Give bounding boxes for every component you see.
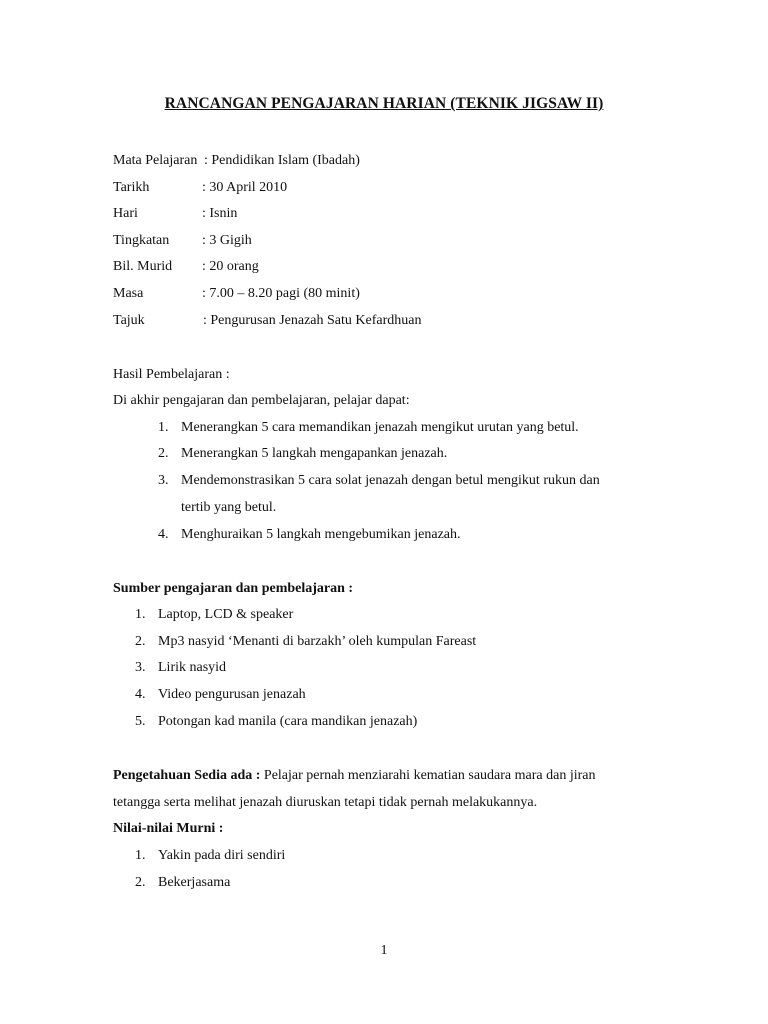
info-label: Tarikh xyxy=(113,180,150,195)
info-label: Tingkatan xyxy=(113,233,170,248)
list-number: 2. xyxy=(135,875,146,890)
list-text: Potongan kad manila (cara mandikan jenazah) xyxy=(158,714,418,729)
info-label: Masa xyxy=(113,286,144,301)
info-value: : 30 April 2010 xyxy=(202,180,288,195)
info-label: Mata Pelajaran xyxy=(113,153,198,168)
list-text-continued: tertib yang betul. xyxy=(181,500,277,515)
info-value: : Pendidikan Islam (Ibadah) xyxy=(204,153,360,168)
info-row-day xyxy=(113,204,238,224)
info-label: Tajuk xyxy=(113,313,145,328)
list-text: Yakin pada diri sendiri xyxy=(158,848,286,863)
list-text: Video pengurusan jenazah xyxy=(158,687,306,702)
list-text: Mendemonstrasikan 5 cara solat jenazah dengan betul mengikut rukun dan xyxy=(181,473,600,488)
prior-knowledge-paragraph xyxy=(113,766,595,786)
info-row-topic xyxy=(113,311,422,331)
list-text: Lirik nasyid xyxy=(158,660,227,675)
list-number: 3. xyxy=(135,660,146,675)
resources-heading: Sumber pengajaran dan pembelajaran : xyxy=(113,581,354,596)
list-number: 4. xyxy=(158,527,169,542)
prior-knowledge-text: Pelajar pernah menziarahi kematian saudara mara dan jiran xyxy=(260,768,596,783)
list-number: 3. xyxy=(158,473,169,488)
list-text: Mp3 nasyid ‘Menanti di barzakh’ oleh kumpulan Fareast xyxy=(158,634,477,649)
learning-outcomes-intro: Di akhir pengajaran dan pembelajaran, pelajar dapat: xyxy=(113,393,410,408)
info-label: Hari xyxy=(113,206,138,221)
values-heading: Nilai-nilai Murni : xyxy=(113,821,224,836)
learning-outcomes-heading: Hasil Pembelajaran : xyxy=(113,367,230,382)
list-number: 1. xyxy=(135,848,146,863)
info-value: : 3 Gigih xyxy=(202,233,252,248)
list-text: Menghuraikan 5 langkah mengebumikan jenazah. xyxy=(181,527,461,542)
info-value: : Isnin xyxy=(202,206,238,221)
info-value: : Pengurusan Jenazah Satu Kefardhuan xyxy=(203,313,422,328)
info-row-subject xyxy=(113,151,360,171)
list-text: Menerangkan 5 cara memandikan jenazah mengikut urutan yang betul. xyxy=(181,420,579,435)
info-row-date xyxy=(113,178,288,198)
info-value: : 20 orang xyxy=(202,259,259,274)
info-row-time xyxy=(113,284,360,304)
list-number: 5. xyxy=(135,714,146,729)
info-label: Bil. Murid xyxy=(113,259,173,274)
info-value: : 7.00 – 8.20 pagi (80 minit) xyxy=(202,286,360,301)
list-text: Menerangkan 5 langkah mengapankan jenazah. xyxy=(181,446,448,461)
list-number: 1. xyxy=(158,420,169,435)
list-text: Laptop, LCD & speaker xyxy=(158,607,294,622)
list-number: 2. xyxy=(135,634,146,649)
info-row-student-count xyxy=(113,257,259,277)
document-title: RANCANGAN PENGAJARAN HARIAN (TEKNIK JIGSAW II) xyxy=(164,95,604,112)
info-row-form xyxy=(113,231,252,251)
list-number: 4. xyxy=(135,687,146,702)
list-number: 2. xyxy=(158,446,169,461)
list-number: 1. xyxy=(135,607,146,622)
prior-knowledge-label: Pengetahuan Sedia ada : xyxy=(113,768,261,783)
page-number: 1 xyxy=(380,943,388,958)
list-text: Bekerjasama xyxy=(158,875,231,890)
prior-knowledge-text-continued: tetangga serta melihat jenazah diuruskan tetapi tidak pernah melakukannya. xyxy=(113,795,538,810)
